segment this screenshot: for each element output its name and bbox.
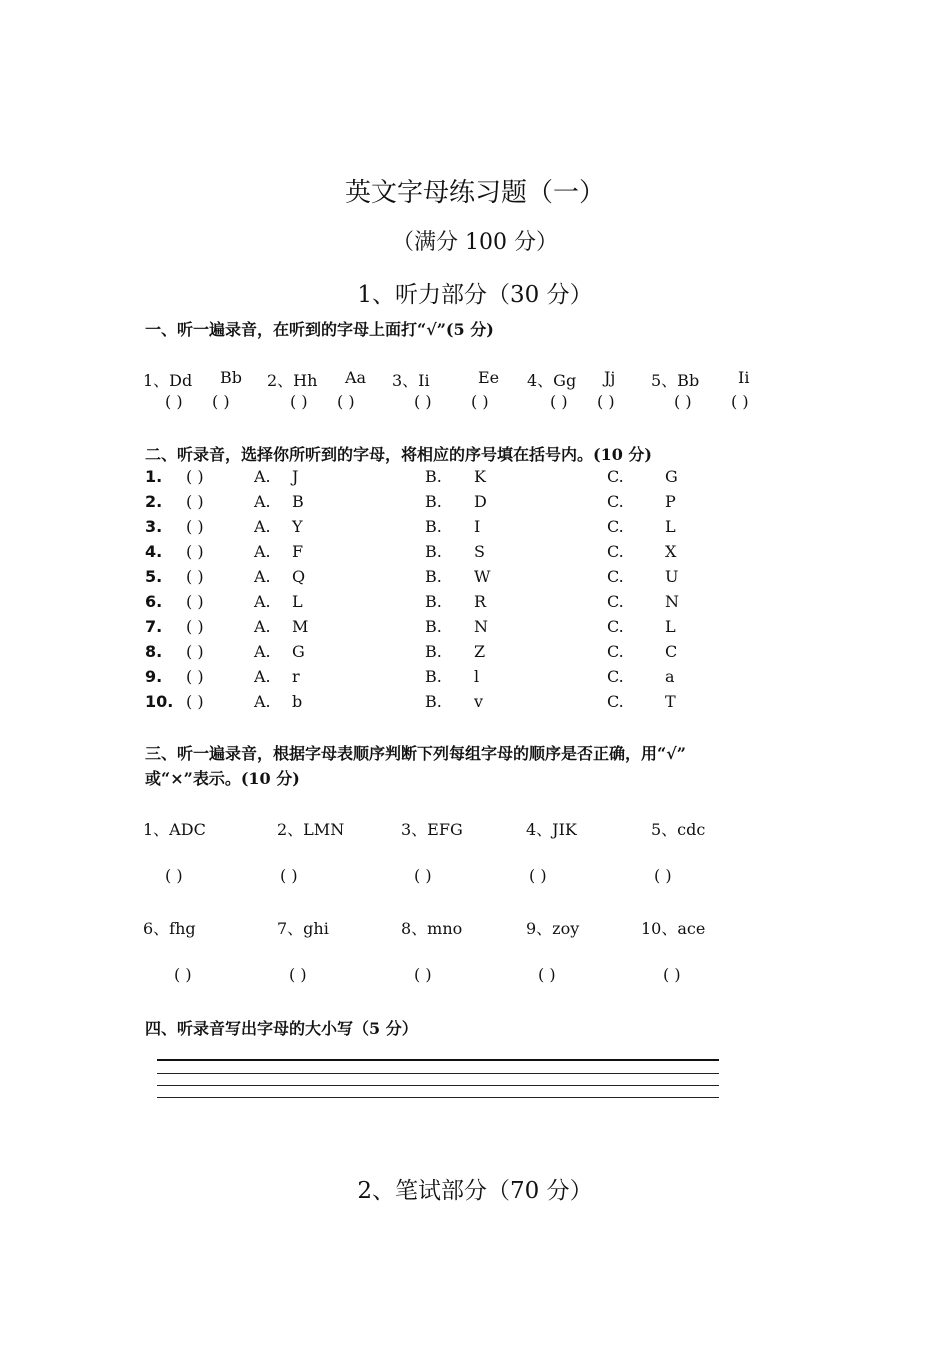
option-b-label: B.	[425, 692, 442, 711]
option-a-label: A.	[254, 567, 271, 586]
sequence-item: 3、EFG	[401, 820, 463, 839]
option-c-letter: L	[665, 517, 676, 536]
option-a-letter: b	[292, 692, 303, 711]
option-b-label: B.	[425, 492, 442, 511]
option-b-label: B.	[425, 617, 442, 636]
option-c-label: C.	[607, 542, 624, 561]
answer-blank[interactable]: ( )	[337, 392, 355, 411]
answer-blank[interactable]: ( )	[529, 866, 547, 885]
option-a-label: A.	[254, 492, 271, 511]
part3-instruction-line2: 或“×”表示。(10 分)	[145, 769, 300, 788]
answer-blank[interactable]: ( )	[186, 592, 204, 611]
question-number: 1.	[145, 467, 163, 486]
option-a-label: A.	[254, 467, 271, 486]
option-c-label: C.	[607, 592, 624, 611]
option-c-label: C.	[607, 667, 624, 686]
option-b-letter: W	[474, 567, 491, 586]
option-c-letter: C	[665, 642, 678, 661]
option-a-label: A.	[254, 617, 271, 636]
section-written-heading: 2、笔试部分（70 分）	[357, 1178, 593, 1204]
answer-blank[interactable]: ( )	[550, 392, 568, 411]
question-number: 6.	[145, 592, 163, 611]
question-number: 10.	[145, 692, 174, 711]
sequence-item: 5、cdc	[651, 820, 706, 839]
part1-pair-5-label: 5、Bb	[651, 371, 700, 390]
sequence-item: 9、zoy	[526, 919, 580, 938]
answer-blank[interactable]: ( )	[414, 392, 432, 411]
option-b-letter: Z	[474, 642, 486, 661]
answer-blank[interactable]: ( )	[212, 392, 230, 411]
option-b-letter: I	[474, 517, 481, 536]
part1-pair-4-label: 4、Gg	[527, 371, 577, 390]
answer-blank[interactable]: ( )	[186, 617, 204, 636]
part3-instruction-line1: 三、听一遍录音，根据字母表顺序判断下列每组字母的顺序是否正确，用“√”	[145, 744, 686, 763]
option-a-letter: Y	[292, 517, 303, 536]
option-a-letter: M	[292, 617, 309, 636]
option-b-letter: N	[474, 617, 488, 636]
answer-blank[interactable]: ( )	[186, 542, 204, 561]
option-b-label: B.	[425, 542, 442, 561]
part1-pair-2-second: Aa	[345, 368, 367, 387]
part2-instruction: 二、听录音，选择你所听到的字母，将相应的序号填在括号内。(10 分)	[145, 445, 652, 464]
option-a-letter: B	[292, 492, 304, 511]
answer-blank[interactable]: ( )	[186, 492, 204, 511]
option-c-letter: T	[665, 692, 676, 711]
answer-blank[interactable]: ( )	[597, 392, 615, 411]
option-a-label: A.	[254, 692, 271, 711]
option-b-letter: l	[474, 667, 480, 686]
answer-blank[interactable]: ( )	[674, 392, 692, 411]
full-score-note: （满分 100 分）	[392, 230, 558, 255]
option-b-letter: v	[474, 692, 484, 711]
sequence-item: 2、LMN	[277, 820, 345, 839]
answer-blank[interactable]: ( )	[663, 965, 681, 984]
part1-pair-1-label: 1、Dd	[143, 371, 193, 390]
sequence-item: 7、ghi	[277, 919, 329, 938]
option-c-letter: U	[665, 567, 679, 586]
answer-blank[interactable]: ( )	[731, 392, 749, 411]
answer-blank[interactable]: ( )	[165, 866, 183, 885]
answer-blank[interactable]: ( )	[186, 692, 204, 711]
writing-line	[157, 1059, 719, 1061]
option-b-label: B.	[425, 567, 442, 586]
option-b-label: B.	[425, 667, 442, 686]
answer-blank[interactable]: ( )	[174, 965, 192, 984]
option-a-label: A.	[254, 592, 271, 611]
writing-line	[157, 1097, 719, 1098]
question-number: 2.	[145, 492, 163, 511]
writing-line	[157, 1085, 719, 1086]
page-title: 英文字母练习题（一）	[344, 178, 605, 208]
option-a-letter: F	[292, 542, 304, 561]
answer-blank[interactable]: ( )	[290, 392, 308, 411]
option-a-letter: L	[292, 592, 303, 611]
option-c-label: C.	[607, 642, 624, 661]
option-b-letter: D	[474, 492, 487, 511]
option-b-letter: R	[474, 592, 487, 611]
option-c-label: C.	[607, 467, 624, 486]
sequence-item: 1、ADC	[143, 820, 206, 839]
option-c-label: C.	[607, 692, 624, 711]
question-number: 3.	[145, 517, 163, 536]
option-c-label: C.	[607, 492, 624, 511]
part1-pair-1-second: Bb	[220, 368, 242, 387]
writing-line	[157, 1073, 719, 1074]
option-c-letter: P	[665, 492, 676, 511]
option-c-letter: L	[665, 617, 676, 636]
answer-blank[interactable]: ( )	[186, 567, 204, 586]
option-a-label: A.	[254, 542, 271, 561]
answer-blank[interactable]: ( )	[280, 866, 298, 885]
answer-blank[interactable]: ( )	[186, 517, 204, 536]
sequence-item: 8、mno	[401, 919, 463, 938]
option-c-label: C.	[607, 517, 624, 536]
option-a-label: A.	[254, 667, 271, 686]
part1-pair-5-second: Ii	[738, 368, 750, 387]
answer-blank[interactable]: ( )	[289, 965, 307, 984]
answer-blank[interactable]: ( )	[165, 392, 183, 411]
question-number: 8.	[145, 642, 163, 661]
answer-blank[interactable]: ( )	[538, 965, 556, 984]
question-number: 4.	[145, 542, 163, 561]
option-c-label: C.	[607, 617, 624, 636]
part1-pair-3-second: Ee	[478, 368, 500, 387]
option-b-label: B.	[425, 517, 442, 536]
sequence-item: 10、ace	[641, 919, 706, 938]
option-c-letter: a	[665, 667, 675, 686]
option-a-label: A.	[254, 642, 271, 661]
option-b-label: B.	[425, 467, 442, 486]
sequence-item: 4、JIK	[526, 820, 577, 839]
answer-blank[interactable]: ( )	[186, 667, 204, 686]
option-a-letter: J	[292, 467, 299, 486]
option-c-letter: X	[665, 542, 677, 561]
option-c-label: C.	[607, 567, 624, 586]
answer-blank[interactable]: ( )	[186, 467, 204, 486]
option-b-letter: K	[474, 467, 486, 486]
question-number: 5.	[145, 567, 163, 586]
part4-instruction: 四、听录音写出字母的大小写（5 分）	[145, 1019, 418, 1038]
answer-blank[interactable]: ( )	[471, 392, 489, 411]
option-b-letter: S	[474, 542, 485, 561]
option-b-label: B.	[425, 642, 442, 661]
answer-blank[interactable]: ( )	[414, 965, 432, 984]
part1-instruction: 一、听一遍录音，在听到的字母上面打“√”(5 分)	[145, 320, 494, 339]
part1-pair-2-label: 2、Hh	[267, 371, 318, 390]
question-number: 7.	[145, 617, 163, 636]
question-number: 9.	[145, 667, 163, 686]
section-listening-heading: 1、听力部分（30 分）	[357, 282, 593, 308]
part1-pair-4-second: Jj	[604, 368, 616, 387]
option-a-letter: r	[292, 667, 300, 686]
option-a-letter: Q	[292, 567, 306, 586]
option-a-letter: G	[292, 642, 305, 661]
answer-blank[interactable]: ( )	[654, 866, 672, 885]
part1-pair-3-label: 3、Ii	[392, 371, 430, 390]
answer-blank[interactable]: ( )	[414, 866, 432, 885]
option-c-letter: G	[665, 467, 678, 486]
option-a-label: A.	[254, 517, 271, 536]
answer-blank[interactable]: ( )	[186, 642, 204, 661]
option-c-letter: N	[665, 592, 679, 611]
sequence-item: 6、fhg	[143, 919, 196, 938]
option-b-label: B.	[425, 592, 442, 611]
